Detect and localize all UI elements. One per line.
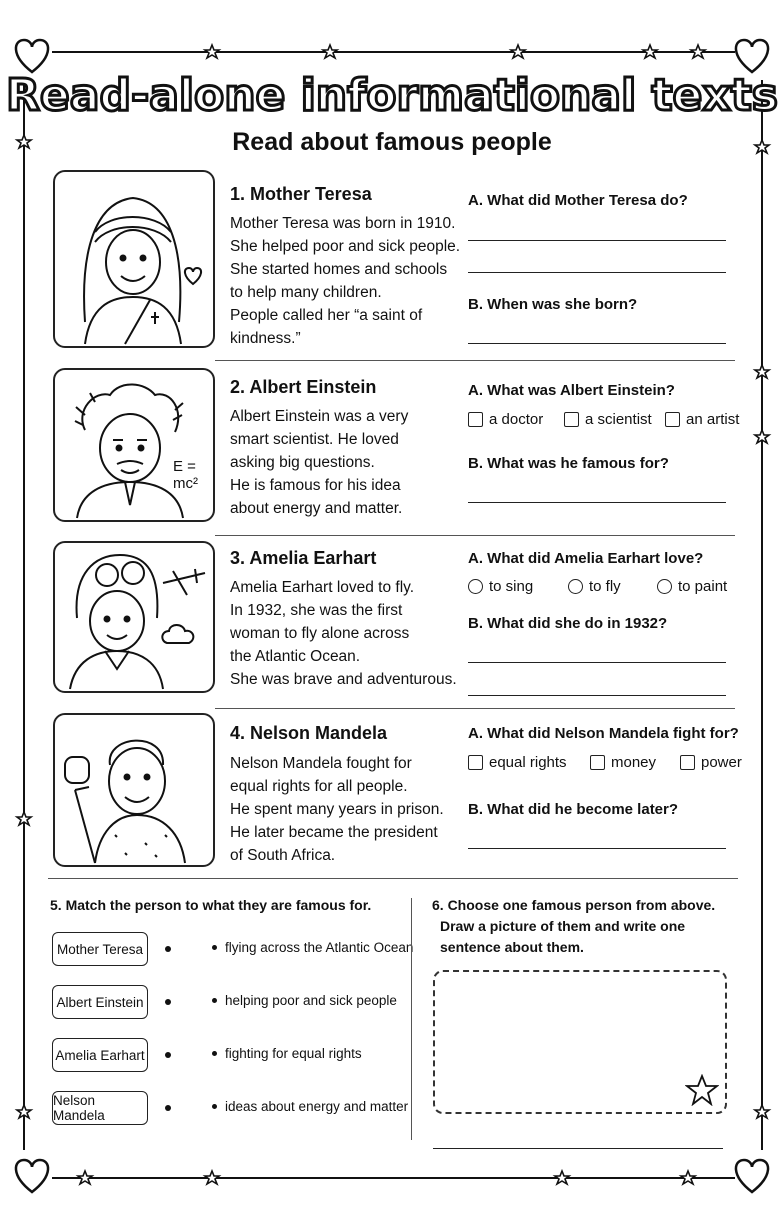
person-3-name: 3. Amelia Earhart	[230, 548, 377, 568]
person-2-name: 2. Albert Einstein	[230, 377, 377, 397]
option-a-doctor[interactable]: a doctor	[468, 411, 543, 428]
checkbox-icon	[468, 755, 483, 770]
match-title: 5. Match the person to what they are famous for.	[50, 897, 372, 913]
radio-icon	[468, 579, 483, 594]
option-to-fly[interactable]: to fly	[568, 578, 621, 595]
match-fact-2[interactable]: helping poor and sick people	[212, 993, 397, 1008]
question-2a: A. What was Albert Einstein?	[468, 382, 675, 399]
raised-fist-icon	[65, 757, 89, 783]
match-fact-1[interactable]: flying across the Atlantic Ocean	[212, 940, 413, 955]
match-name-nelson-mandela[interactable]: Nelson Mandela	[52, 1091, 148, 1125]
section-divider	[215, 708, 735, 709]
checkbox-icon	[468, 412, 483, 427]
heart-icon	[185, 268, 201, 284]
option-to-sing[interactable]: to sing	[468, 578, 533, 595]
match-fact-4[interactable]: ideas about energy and matter	[212, 1099, 408, 1114]
option-to-paint[interactable]: to paint	[657, 578, 727, 595]
match-dot[interactable]	[165, 1052, 171, 1058]
person-4-story: Nelson Mandela fought for equal rights for all people. He spent many years in prison. He later became the president of South Africa.	[230, 755, 444, 864]
option-a-scientist[interactable]: a scientist	[564, 411, 652, 428]
option-equal-rights[interactable]: equal rights	[468, 754, 567, 771]
checkbox-icon	[665, 412, 680, 427]
question-4a: A. What did Nelson Mandela fight for?	[468, 725, 739, 742]
radio-icon	[657, 579, 672, 594]
question-1a: A. What did Mother Teresa do?	[468, 192, 688, 209]
match-name-amelia-earhart[interactable]: Amelia Earhart	[52, 1038, 148, 1072]
person-2-story: Albert Einstein was a very smart scientist. He loved asking big questions. He is famous for his idea about energy and matter.	[230, 408, 409, 517]
section-divider	[215, 360, 735, 361]
drawing-area[interactable]	[433, 970, 727, 1114]
match-dot[interactable]	[165, 1105, 171, 1111]
option-power[interactable]: power	[680, 754, 742, 771]
checkbox-icon	[590, 755, 605, 770]
answer-line-1b[interactable]	[468, 343, 726, 344]
cloud-icon	[162, 625, 193, 643]
checkbox-icon	[564, 412, 579, 427]
answer-line-3b-2[interactable]	[468, 695, 726, 696]
answer-line-4b[interactable]	[468, 848, 726, 849]
sentence-line[interactable]	[433, 1148, 723, 1149]
answer-line-1a-1[interactable]	[468, 240, 726, 241]
answer-line-3b-1[interactable]	[468, 662, 726, 663]
page-title: Read-alone informational texts	[6, 70, 778, 121]
question-3b: B. What did she do in 1932?	[468, 615, 668, 632]
answer-line-1a-2[interactable]	[468, 272, 726, 273]
draw-instructions: 6. Choose one famous person from above. Draw a picture of them and write one sentence about them.	[432, 897, 716, 955]
match-name-mother-teresa[interactable]: Mother Teresa	[52, 932, 148, 966]
option-money[interactable]: money	[590, 754, 656, 771]
match-dot[interactable]	[165, 946, 171, 952]
question-3a: A. What did Amelia Earhart love?	[468, 550, 704, 567]
amelia-earhart-illustration	[53, 541, 215, 693]
airplane-icon	[163, 569, 205, 595]
option-an-artist[interactable]: an artist	[665, 411, 739, 428]
nelson-mandela-illustration	[53, 713, 215, 867]
mother-teresa-illustration	[53, 170, 215, 348]
radio-icon	[568, 579, 583, 594]
column-divider	[411, 898, 412, 1140]
person-3-story: Amelia Earhart loved to fly. In 1932, she was the first woman to fly alone across the Atlantic Ocean. She was brave and adventurous.	[230, 579, 457, 688]
albert-einstein-illustration	[53, 368, 215, 522]
person-4-name: 4. Nelson Mandela	[230, 723, 388, 743]
question-1b: B. When was she born?	[468, 296, 638, 313]
checkbox-icon	[680, 755, 695, 770]
question-4b: B. What did he become later?	[468, 801, 679, 818]
section-divider	[215, 535, 735, 536]
match-name-albert-einstein[interactable]: Albert Einstein	[52, 985, 148, 1019]
section-divider	[48, 878, 738, 879]
answer-line-2b[interactable]	[468, 502, 726, 503]
person-1-story: Mother Teresa was born in 1910. She helped poor and sick people. She started homes and schools to help many children. People called her “a saint of kindness.”	[230, 215, 461, 347]
person-1-name: 1. Mother Teresa	[230, 184, 372, 204]
formula-label: E = mc²	[173, 458, 198, 492]
question-2b: B. What was he famous for?	[468, 455, 669, 472]
page-subtitle: Read about famous people	[232, 128, 552, 156]
match-fact-3[interactable]: fighting for equal rights	[212, 1046, 362, 1061]
match-dot[interactable]	[165, 999, 171, 1005]
star-icon	[685, 1074, 719, 1106]
